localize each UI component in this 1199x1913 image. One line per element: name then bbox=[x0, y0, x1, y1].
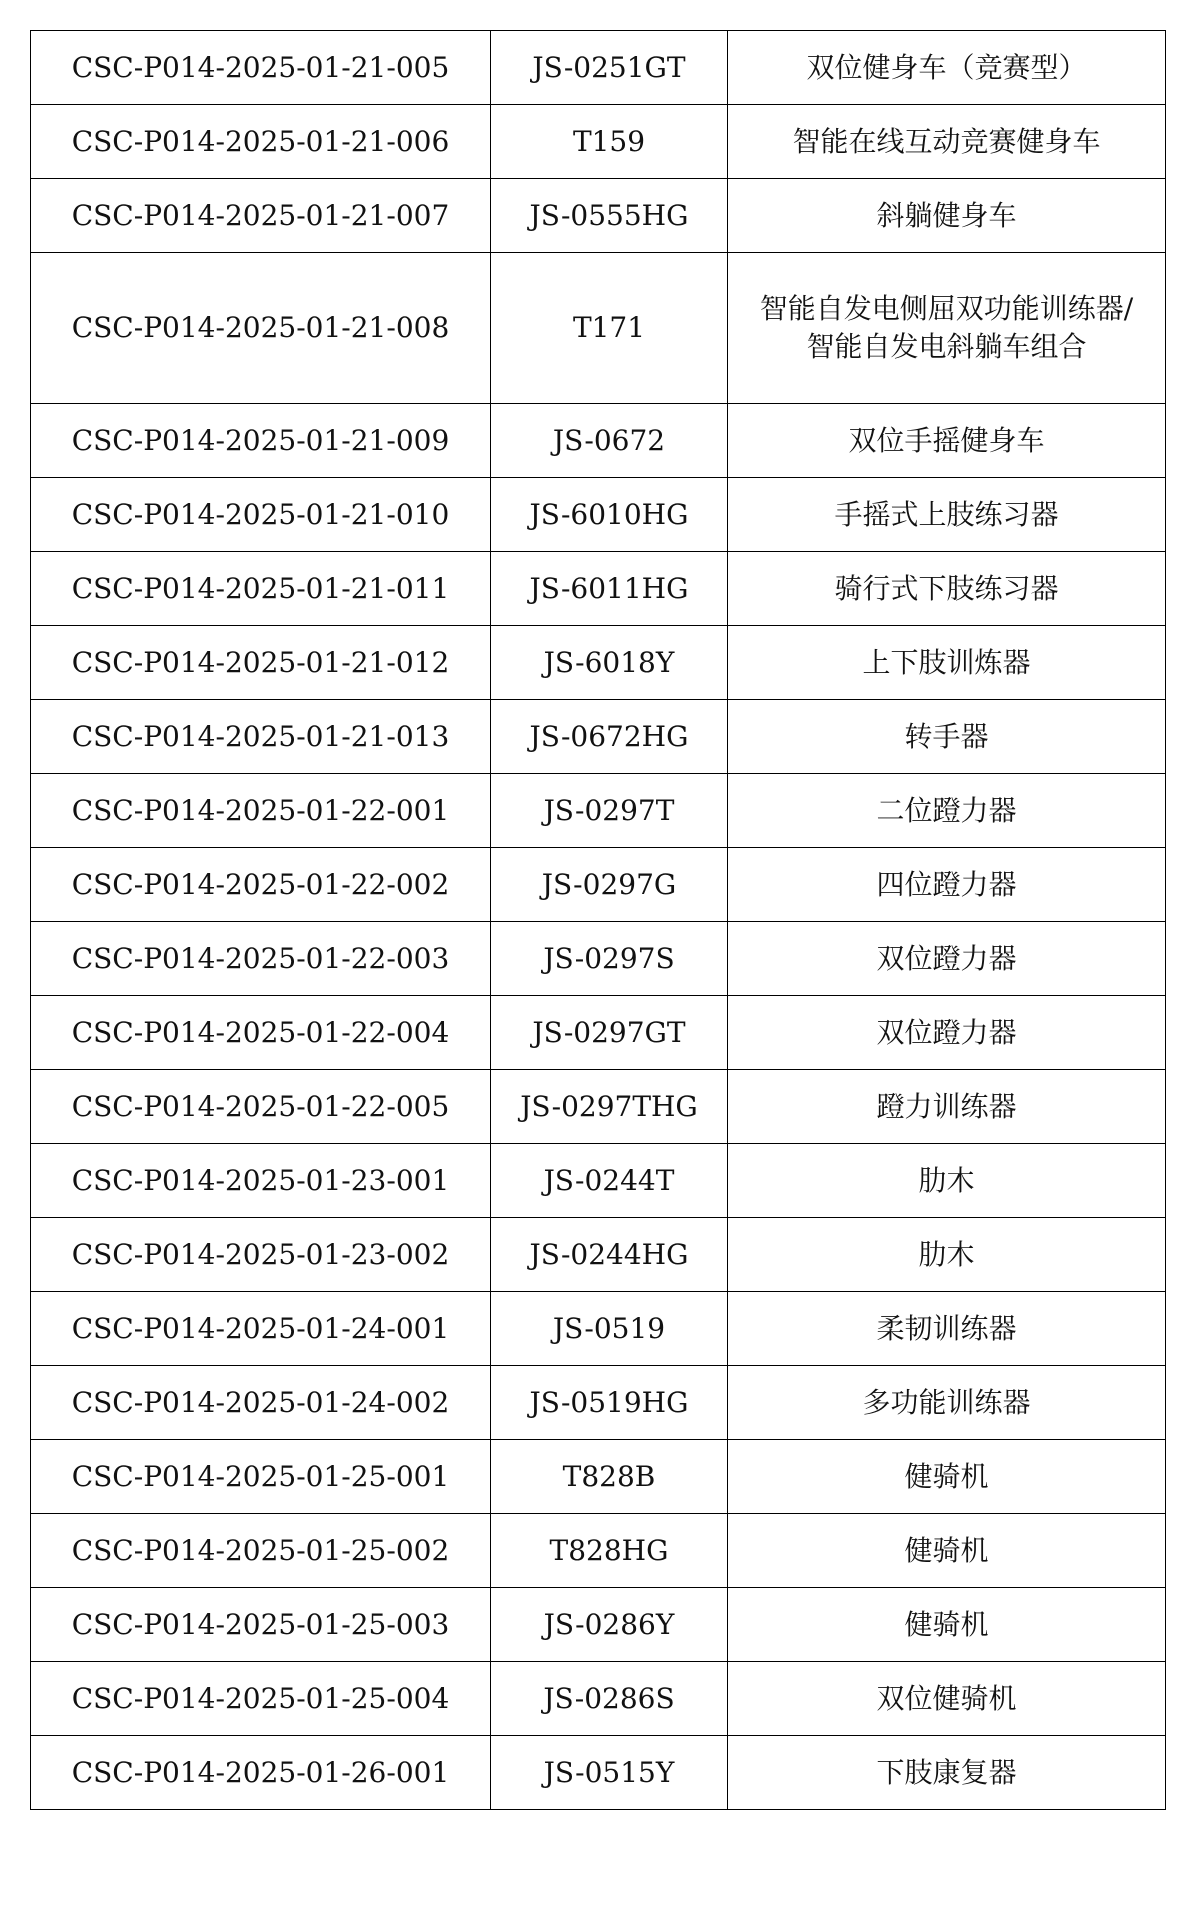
model-cell: JS-0515Y bbox=[491, 1736, 728, 1810]
table-row bbox=[31, 1736, 1166, 1810]
certificate-number-cell: CSC-P014-2025-01-24-002 bbox=[31, 1366, 491, 1440]
product-name-text: 智能在线互动竞赛健身车 bbox=[792, 124, 1101, 158]
product-name-cell bbox=[728, 1514, 1166, 1588]
model-cell: JS-0286S bbox=[491, 1662, 728, 1736]
model-cell: JS-6018Y bbox=[491, 626, 728, 700]
certificate-number-cell: CSC-P014-2025-01-21-009 bbox=[31, 404, 491, 478]
product-name-text: 二位蹬力器 bbox=[876, 793, 1017, 827]
model-cell: T828HG bbox=[491, 1514, 728, 1588]
table-row bbox=[31, 848, 1166, 922]
product-name-text: 健骑机 bbox=[904, 1459, 989, 1493]
certificate-table-container bbox=[30, 30, 1165, 1810]
table-row bbox=[31, 626, 1166, 700]
model-cell: JS-0672 bbox=[491, 404, 728, 478]
table-row bbox=[31, 922, 1166, 996]
product-name-cell bbox=[728, 1218, 1166, 1292]
certificate-number-cell: CSC-P014-2025-01-25-004 bbox=[31, 1662, 491, 1736]
product-name-cell bbox=[728, 922, 1166, 996]
product-name-cell bbox=[728, 626, 1166, 700]
certificate-number-cell: CSC-P014-2025-01-21-005 bbox=[31, 31, 491, 105]
product-name-cell bbox=[728, 478, 1166, 552]
model-cell: T159 bbox=[491, 105, 728, 179]
product-name-cell bbox=[728, 1662, 1166, 1736]
model-cell: JS-0251GT bbox=[491, 31, 728, 105]
certificate-table bbox=[30, 30, 1166, 1810]
product-name-cell bbox=[728, 31, 1166, 105]
certificate-number-cell: CSC-P014-2025-01-21-008 bbox=[31, 253, 491, 404]
product-name-text: 蹬力训练器 bbox=[876, 1089, 1017, 1123]
model-cell: JS-6010HG bbox=[491, 478, 728, 552]
table-row bbox=[31, 404, 1166, 478]
product-name-text: 上下肢训炼器 bbox=[862, 645, 1031, 679]
certificate-number-cell: CSC-P014-2025-01-21-007 bbox=[31, 179, 491, 253]
table-row bbox=[31, 179, 1166, 253]
product-name-text: 斜躺健身车 bbox=[876, 198, 1017, 232]
product-name-cell bbox=[728, 404, 1166, 478]
table-row bbox=[31, 1366, 1166, 1440]
product-name-cell bbox=[728, 848, 1166, 922]
certificate-number-cell: CSC-P014-2025-01-24-001 bbox=[31, 1292, 491, 1366]
product-name-cell bbox=[728, 105, 1166, 179]
model-cell: JS-0297T bbox=[491, 774, 728, 848]
certificate-number-cell: CSC-P014-2025-01-23-001 bbox=[31, 1144, 491, 1218]
model-cell: JS-0672HG bbox=[491, 700, 728, 774]
certificate-number-cell: CSC-P014-2025-01-21-006 bbox=[31, 105, 491, 179]
model-cell: T828B bbox=[491, 1440, 728, 1514]
product-name-cell bbox=[728, 179, 1166, 253]
certificate-number-cell: CSC-P014-2025-01-26-001 bbox=[31, 1736, 491, 1810]
model-cell: JS-0555HG bbox=[491, 179, 728, 253]
model-cell: JS-0519HG bbox=[491, 1366, 728, 1440]
certificate-number-cell: CSC-P014-2025-01-22-002 bbox=[31, 848, 491, 922]
product-name-text: 健骑机 bbox=[904, 1533, 989, 1567]
model-cell: JS-0244T bbox=[491, 1144, 728, 1218]
product-name-cell bbox=[728, 552, 1166, 626]
product-name-text: 智能自发电侧屈双功能训练器/智能自发电斜躺车组合 bbox=[759, 292, 1134, 363]
certificate-number-cell: CSC-P014-2025-01-25-003 bbox=[31, 1588, 491, 1662]
model-cell: JS-6011HG bbox=[491, 552, 728, 626]
table-row bbox=[31, 105, 1166, 179]
table-row bbox=[31, 700, 1166, 774]
table-row bbox=[31, 552, 1166, 626]
table-row bbox=[31, 1292, 1166, 1366]
product-name-text: 肋木 bbox=[918, 1237, 975, 1271]
model-cell: JS-0297GT bbox=[491, 996, 728, 1070]
model-cell: JS-0297THG bbox=[491, 1070, 728, 1144]
product-name-text: 健骑机 bbox=[904, 1607, 989, 1641]
table-row bbox=[31, 478, 1166, 552]
product-name-cell bbox=[728, 1070, 1166, 1144]
product-name-text: 双位健身车（竞赛型） bbox=[806, 50, 1087, 84]
table-row bbox=[31, 1514, 1166, 1588]
product-name-text: 四位蹬力器 bbox=[876, 867, 1017, 901]
table-row bbox=[31, 1588, 1166, 1662]
certificate-table-body bbox=[31, 31, 1166, 1810]
product-name-cell bbox=[728, 700, 1166, 774]
certificate-number-cell: CSC-P014-2025-01-21-013 bbox=[31, 700, 491, 774]
product-name-text: 双位健骑机 bbox=[876, 1681, 1017, 1715]
product-name-text: 肋木 bbox=[918, 1163, 975, 1197]
product-name-cell bbox=[728, 996, 1166, 1070]
product-name-cell bbox=[728, 253, 1166, 404]
certificate-number-cell: CSC-P014-2025-01-22-005 bbox=[31, 1070, 491, 1144]
product-name-cell bbox=[728, 1440, 1166, 1514]
model-cell: JS-0286Y bbox=[491, 1588, 728, 1662]
table-row bbox=[31, 1144, 1166, 1218]
table-row bbox=[31, 774, 1166, 848]
certificate-number-cell: CSC-P014-2025-01-22-003 bbox=[31, 922, 491, 996]
product-name-text: 双位蹬力器 bbox=[876, 1015, 1017, 1049]
product-name-text: 多功能训练器 bbox=[862, 1385, 1031, 1419]
certificate-number-cell: CSC-P014-2025-01-25-001 bbox=[31, 1440, 491, 1514]
product-name-cell bbox=[728, 1736, 1166, 1810]
certificate-number-cell: CSC-P014-2025-01-25-002 bbox=[31, 1514, 491, 1588]
product-name-text: 柔韧训练器 bbox=[876, 1311, 1017, 1345]
model-cell: JS-0519 bbox=[491, 1292, 728, 1366]
table-row bbox=[31, 1218, 1166, 1292]
certificate-number-cell: CSC-P014-2025-01-22-004 bbox=[31, 996, 491, 1070]
product-name-text: 手摇式上肢练习器 bbox=[834, 497, 1059, 531]
table-row bbox=[31, 996, 1166, 1070]
product-name-text: 下肢康复器 bbox=[876, 1755, 1017, 1789]
product-name-cell bbox=[728, 1144, 1166, 1218]
table-row bbox=[31, 253, 1166, 404]
certificate-number-cell: CSC-P014-2025-01-22-001 bbox=[31, 774, 491, 848]
product-name-cell bbox=[728, 1588, 1166, 1662]
table-row bbox=[31, 31, 1166, 105]
table-row bbox=[31, 1070, 1166, 1144]
product-name-cell bbox=[728, 774, 1166, 848]
certificate-number-cell: CSC-P014-2025-01-21-010 bbox=[31, 478, 491, 552]
model-cell: T171 bbox=[491, 253, 728, 404]
product-name-text: 双位手摇健身车 bbox=[848, 423, 1045, 457]
model-cell: JS-0297S bbox=[491, 922, 728, 996]
product-name-text: 转手器 bbox=[904, 719, 989, 753]
table-row bbox=[31, 1440, 1166, 1514]
product-name-text: 双位蹬力器 bbox=[876, 941, 1017, 975]
model-cell: JS-0297G bbox=[491, 848, 728, 922]
product-name-cell bbox=[728, 1292, 1166, 1366]
product-name-text: 骑行式下肢练习器 bbox=[834, 571, 1059, 605]
certificate-number-cell: CSC-P014-2025-01-21-011 bbox=[31, 552, 491, 626]
table-row bbox=[31, 1662, 1166, 1736]
certificate-number-cell: CSC-P014-2025-01-23-002 bbox=[31, 1218, 491, 1292]
certificate-number-cell: CSC-P014-2025-01-21-012 bbox=[31, 626, 491, 700]
model-cell: JS-0244HG bbox=[491, 1218, 728, 1292]
product-name-cell bbox=[728, 1366, 1166, 1440]
